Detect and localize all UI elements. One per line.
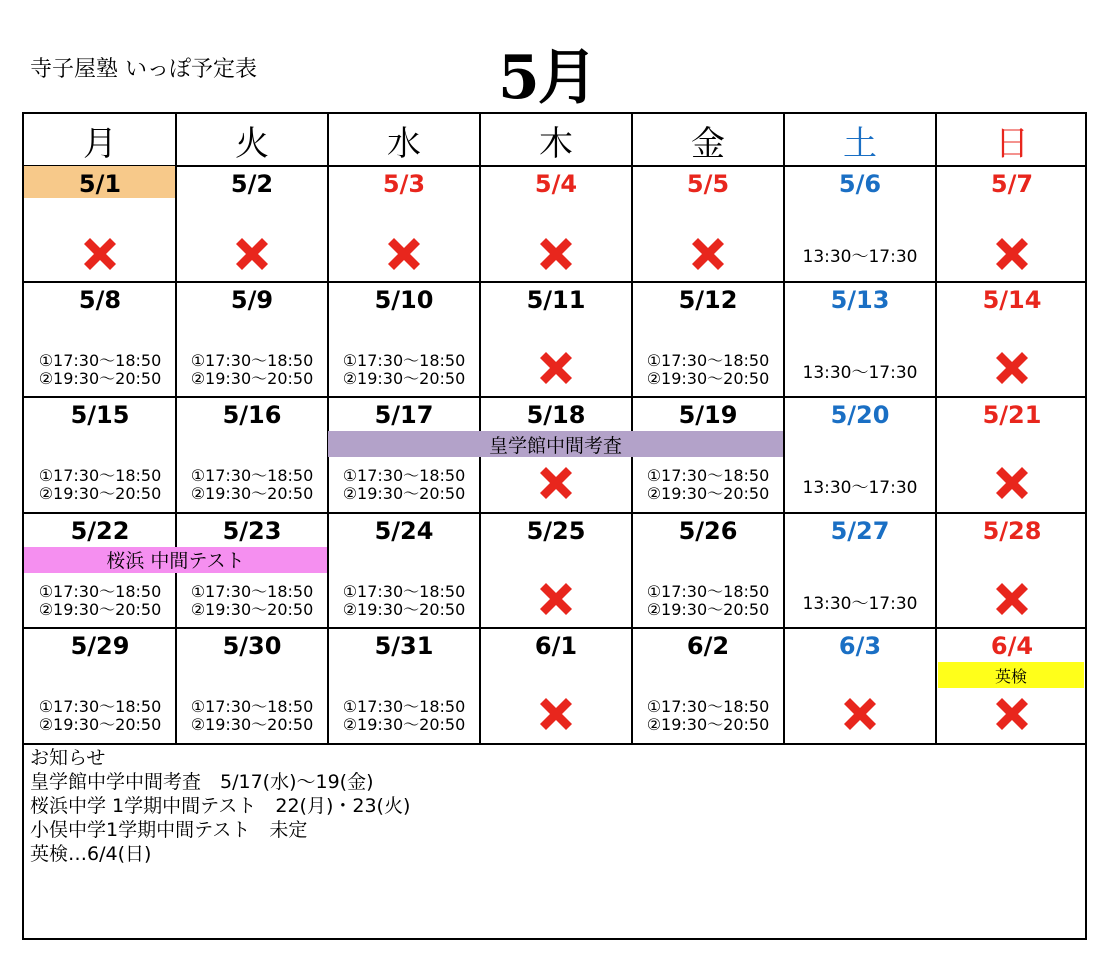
closed-x-icon: [536, 579, 576, 619]
date-label: 5/20: [830, 401, 890, 430]
date-label: 5/3: [382, 170, 426, 198]
weekday-tue: 火: [235, 123, 269, 164]
session-time: 13:30～17:30: [802, 478, 918, 499]
exam-band-kogakkan: 皇学館中間考査: [328, 431, 783, 457]
closed-x-icon: [384, 234, 424, 274]
closed-x-icon: [232, 234, 272, 274]
session-time: 13:30～17:30: [802, 362, 918, 383]
date-label: 5/5: [686, 170, 730, 198]
date-label: 5/7: [990, 170, 1034, 198]
date-label: 6/3: [838, 632, 882, 661]
session-time-2: ②19:30～20:50: [342, 599, 466, 619]
session-time-1: ①17:30～18:50: [190, 581, 314, 601]
date-label: 5/16: [222, 401, 282, 430]
date-label: 5/25: [526, 516, 586, 545]
date-label: 5/23: [222, 516, 282, 545]
notice-title: お知らせ: [30, 747, 106, 769]
session-time-2: ②19:30～20:50: [38, 368, 162, 388]
school-title: 寺子屋塾 いっぽ予定表: [30, 57, 257, 82]
weekday-sat: 土: [843, 123, 877, 164]
date-label: 5/28: [982, 516, 1042, 545]
closed-x-icon: [536, 694, 576, 734]
closed-x-icon: [992, 579, 1032, 619]
session-time: 13:30～17:30: [802, 247, 918, 267]
notice-line: 小俣中学1学期中間テスト 未定: [30, 819, 308, 841]
closed-x-icon: [688, 234, 728, 274]
date-label: 5/6: [838, 170, 882, 198]
session-time-2: ②19:30～20:50: [646, 368, 770, 388]
date-label: 5/19: [678, 401, 738, 430]
month-title: 5月: [498, 43, 596, 113]
session-time-2: ②19:30～20:50: [190, 484, 314, 504]
date-label: 5/15: [70, 401, 130, 430]
session-time-2: ②19:30～20:50: [190, 715, 314, 735]
date-label: 5/29: [70, 632, 130, 661]
session-time-2: ②19:30～20:50: [342, 484, 466, 504]
closed-x-icon: [992, 234, 1032, 274]
date-label: 5/13: [830, 285, 890, 314]
session-time-2: ②19:30～20:50: [646, 715, 770, 735]
date-label: 5/17: [374, 401, 434, 430]
date-label: 5/12: [678, 285, 738, 314]
date-label: 5/26: [678, 516, 738, 545]
grid-horizontal-line: [24, 396, 1085, 398]
weekday-mon: 月: [83, 123, 117, 164]
date-label: 5/11: [526, 285, 586, 314]
session-time-1: ①17:30～18:50: [342, 350, 466, 370]
date-label: 5/24: [374, 516, 434, 545]
session-time-2: ②19:30～20:50: [646, 599, 770, 619]
notice-line: 皇学館中学中間考査 5/17(水)～19(金): [30, 771, 374, 793]
session-time-2: ②19:30～20:50: [38, 599, 162, 619]
date-label: 5/27: [830, 516, 890, 545]
closed-x-icon: [536, 463, 576, 503]
notice-box: [30, 746, 410, 866]
session-time-2: ②19:30～20:50: [38, 484, 162, 504]
date-label: 6/4: [990, 632, 1034, 661]
date-label: 5/14: [982, 285, 1042, 314]
session-time-1: ①17:30～18:50: [38, 350, 162, 370]
grid-horizontal-line: [24, 512, 1085, 514]
session-time-1: ①17:30～18:50: [342, 697, 466, 717]
closed-x-icon: [80, 234, 120, 274]
date-label: 5/2: [230, 170, 274, 198]
session-time-2: ②19:30～20:50: [38, 715, 162, 735]
session-time-2: ②19:30～20:50: [190, 368, 314, 388]
weekday-fri: 金: [691, 123, 725, 164]
session-time-1: ①17:30～18:50: [342, 466, 466, 486]
closed-x-icon: [992, 348, 1032, 388]
session-time-2: ②19:30～20:50: [342, 715, 466, 735]
date-label: 5/30: [222, 632, 282, 661]
closed-x-icon: [840, 694, 880, 734]
date-label: 5/22: [70, 516, 130, 545]
session-time-1: ①17:30～18:50: [646, 581, 770, 601]
date-label: 5/1: [78, 170, 122, 198]
session-time-1: ①17:30～18:50: [342, 581, 466, 601]
closed-x-icon: [536, 348, 576, 388]
closed-x-icon: [536, 234, 576, 274]
test-band-sakurahama: 桜浜 中間テスト: [24, 547, 327, 573]
session-time-1: ①17:30～18:50: [38, 697, 162, 717]
session-time-2: ②19:30～20:50: [342, 368, 466, 388]
session-time-1: ①17:30～18:50: [646, 350, 770, 370]
session-time-1: ①17:30～18:50: [38, 466, 162, 486]
eiken-band: 英検: [938, 662, 1084, 688]
grid-horizontal-line: [24, 165, 1085, 167]
session-time-1: ①17:30～18:50: [190, 466, 314, 486]
session-time-1: ①17:30～18:50: [38, 581, 162, 601]
closed-x-icon: [992, 463, 1032, 503]
date-label: 5/4: [534, 170, 578, 198]
date-label: 6/2: [686, 632, 730, 661]
session-time-1: ①17:30～18:50: [646, 697, 770, 717]
grid-horizontal-line: [24, 281, 1085, 283]
date-label: 5/18: [526, 401, 586, 430]
date-label: 5/31: [374, 632, 434, 661]
session-time-2: ②19:30～20:50: [646, 484, 770, 504]
grid-horizontal-line: [24, 743, 1085, 745]
notice-line: 桜浜中学 1学期中間テスト 22(月)・23(火): [30, 795, 411, 817]
date-label: 5/21: [982, 401, 1042, 430]
session-time: 13:30～17:30: [802, 593, 918, 614]
date-label: 5/9: [230, 285, 274, 314]
session-time-1: ①17:30～18:50: [190, 350, 314, 370]
grid-horizontal-line: [24, 627, 1085, 629]
session-time-1: ①17:30～18:50: [646, 466, 770, 486]
weekday-wed: 水: [387, 123, 421, 164]
calendar-grid: [22, 112, 1087, 940]
date-label: 5/10: [374, 285, 434, 314]
date-label: 5/8: [78, 285, 122, 314]
notice-line: 英検…6/4(日): [30, 843, 152, 865]
weekday-thu: 木: [539, 123, 573, 164]
date-label: 6/1: [534, 632, 578, 661]
session-time-1: ①17:30～18:50: [190, 697, 314, 717]
weekday-sun: 日: [995, 123, 1029, 164]
closed-x-icon: [992, 694, 1032, 734]
session-time-2: ②19:30～20:50: [190, 599, 314, 619]
